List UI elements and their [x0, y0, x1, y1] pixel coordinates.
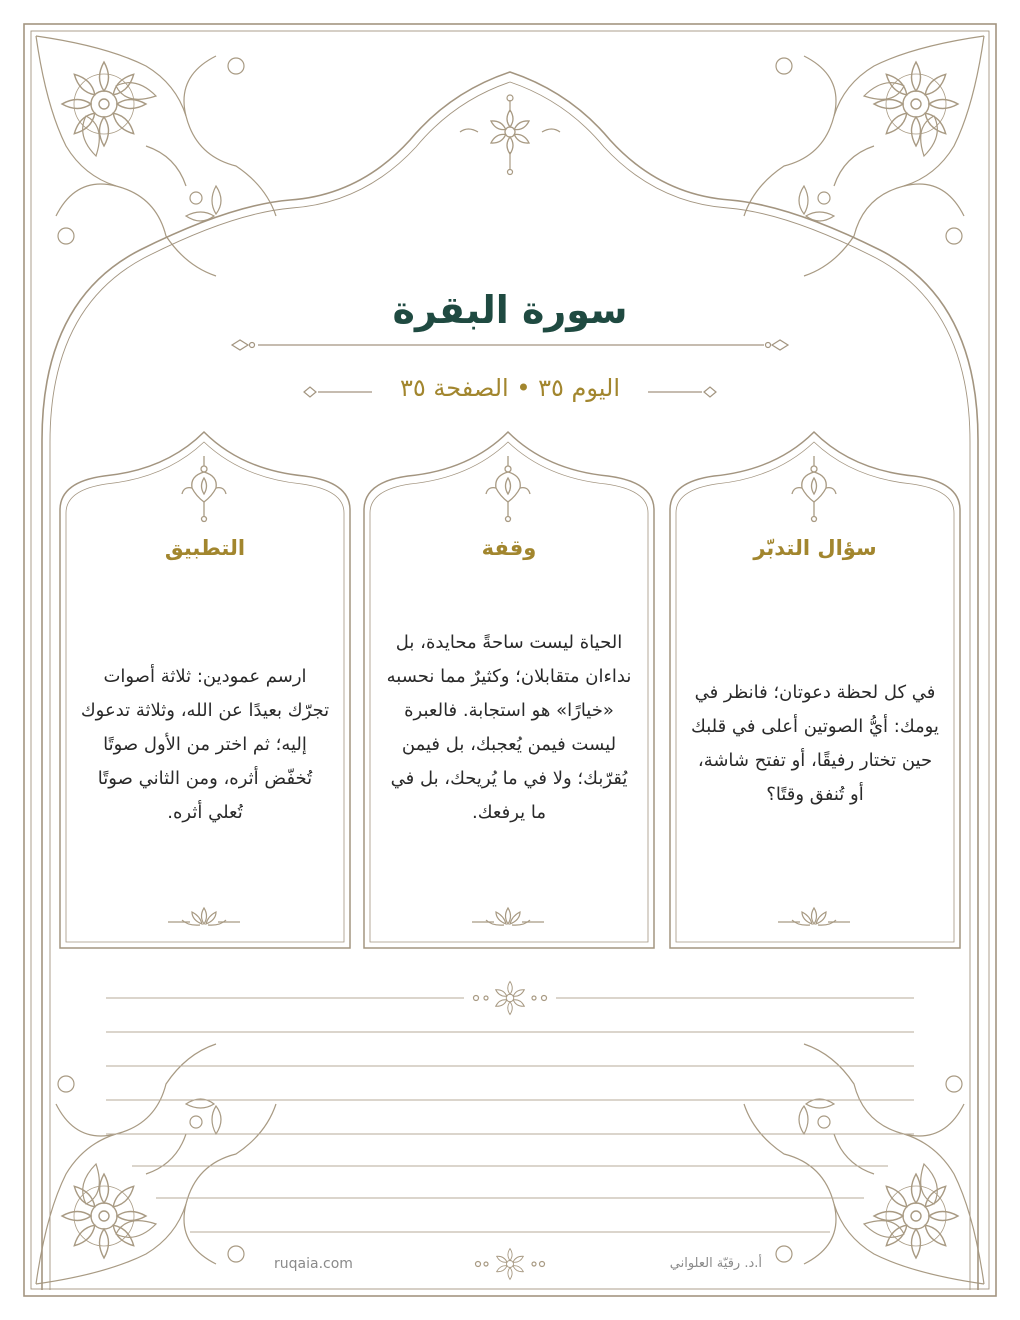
column-text-reflection-question: في كل لحظة دعوتان؛ فانظر في يومك: أيُّ الصوتين أعلى في قلبك حين تختار رفيقًا، أو تفتح شاشة، أو تُنفق وقتًا؟: [691, 682, 939, 805]
column-text-application: ارسم عمودين: ثلاثة أصوات تجرّك بعيدًا عن الله، وثلاثة تدعوك إليه؛ ثم اختر من الأول صوتًا تُخفّض أثره، ومن الثاني صوتًا تُعلي أثره.: [80, 666, 330, 823]
footer-website: ruqaia.com: [274, 1256, 353, 1272]
page-title: سورة البقرة: [392, 288, 628, 332]
page-subtitle: اليوم ٣٥ • الصفحة ٣٥: [399, 374, 620, 402]
column-text-pause: الحياة ليست ساحةً محايدة، بل نداءان متقابلان؛ وكثيرٌ مما نحسبه «خيارًا» هو استجابة. فالعبرة ليست فيمن يُعجبك، بل فيمن يُقرّبك؛ ولا في ما يُريحك، بل في ما يرفعك.: [386, 632, 632, 823]
column-heading-reflection-question: سؤال التدبّر: [753, 536, 877, 560]
footer-author: أ.د. رقيّة العلواني: [669, 1256, 762, 1271]
column-heading-application: التطبيق: [164, 536, 246, 560]
column-heading-pause: وقفة: [481, 536, 537, 560]
